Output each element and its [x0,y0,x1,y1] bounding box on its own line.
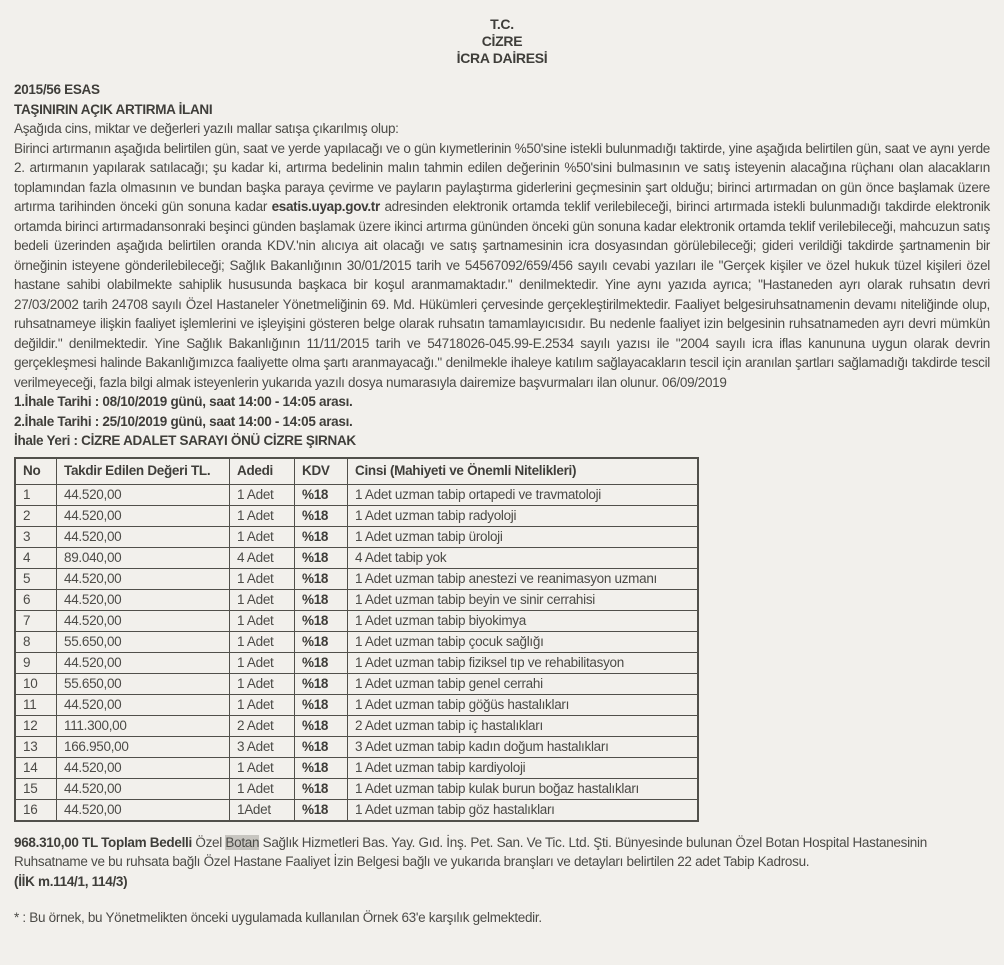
case-number: 2015/56 ESAS [14,82,100,97]
cell-qty: 1 Adet [230,568,295,589]
auction-venue: İhale Yeri : CİZRE ADALET SARAYI ÖNÜ CİZRE ŞIRNAK [14,433,356,448]
cell-cinsi: 1 Adet uzman tabip genel cerrahi [348,673,699,694]
cell-kdv: %18 [295,505,348,526]
cell-cinsi: 1 Adet uzman tabip kardiyoloji [348,757,699,778]
cell-cinsi: 1 Adet uzman tabip çocuk sağlığı [348,631,699,652]
cell-qty: 2 Adet [230,715,295,736]
cell-no: 14 [15,757,57,778]
cell-value: 166.950,00 [57,736,230,757]
cell-kdv: %18 [295,799,348,821]
auction-date-1: 1.İhale Tarihi : 08/10/2019 günü, saat 14:00 - 14:05 arası. [14,394,353,409]
total-amount: 968.310,00 TL Toplam Bedelli [14,834,192,850]
cell-cinsi: 2 Adet uzman tabip iç hastalıkları [348,715,699,736]
law-reference: (İİK m.114/1, 114/3) [14,873,128,889]
cell-kdv: %18 [295,547,348,568]
cell-qty: 1 Adet [230,673,295,694]
cell-cinsi: 1 Adet uzman tabip anestezi ve reanimasyon uzmanı [348,568,699,589]
cell-no: 7 [15,610,57,631]
auction-table-body [15,484,698,821]
table-row [15,484,698,505]
table-row [15,568,698,589]
cell-qty: 1 Adet [230,505,295,526]
highlighted-text: Botan [225,834,260,850]
cell-no: 3 [15,526,57,547]
cell-kdv: %18 [295,694,348,715]
table-row [15,547,698,568]
cell-cinsi: 1 Adet uzman tabip göz hastalıkları [348,799,699,821]
cell-cinsi: 1 Adet uzman tabip kulak burun boğaz hastalıkları [348,778,699,799]
notice-body [14,139,990,393]
cell-value: 44.520,00 [57,778,230,799]
cell-value: 55.650,00 [57,673,230,694]
cell-value: 44.520,00 [57,757,230,778]
cell-kdv: %18 [295,778,348,799]
cell-no: 15 [15,778,57,799]
cell-no: 2 [15,505,57,526]
header-gap [14,67,990,80]
body-part2: adresinden elektronik ortamda teklif verilebileceği, birinci artırmada istekli bulunmadığı takdirde elektronik ortamda birinci artırmadansonraki beşinci günden başlamak üzere ikinci artırma gününden önceki gün sonuna kadar elektronik ortamda teklif verilebileceği, mahcuzun satış bedeli üzerinden aşağıda belirtilen oranda KDV.'nin alıcıya ait olacağı ve satış şartnamesinin icra dosyasından görülebileceği; gideri verildiği takdirde şartnamenin bir örneğinin isteyene gönderilebileceği; Sağlık Bakanlığının 30/01/2015 tarih ve 54567092/659/456 sayılı cevabi yazıları ile "Gerçek kişiler ve özel hukuk tüzel kişileri özel hastane sahibi olabilmekte sahiplik hususunda başkaca bir koşul aranmamaktadır." denilmektedir. Yine aynı yazıda ayrıca; "Hastaneden ayrı olarak ruhsatın devri 27/03/2002 tarih 24708 sayılı Özel Hastaneler Yönetmeliğinin 69. Md. Hükümleri çervesinde gerçekleştirilmektedir. Faaliyet belgesiruhsatnamenin devamı niteliğinde olup, ruhsatnameye ilişkin faaliyet işlemlerini ve işleyişini gösteren belge olarak ruhsatın tamamlayıcısıdır. Bu nedenle faaliyet izin belgesinin ruhsatnameden ayrı devri mümkün değildir." denilmektedir. Yine Sağlık Bakanlığının 11/11/2015 tarih ve 54718026-045.99-E.2534 sayılı yazısı ile "2004 sayılı icra iflas kanununa uygun olarak devrin gerçekleşmesi halinde Bakanlığımızca faaliyette olma şartı aranmayacağı." denilmekle ihaleye katılım sağlayacakların tescil için aranılan şartları sağlamadığı takdirde tescil verilmeyeceği, fazla bilgi almak isteyenlerin yukarıda yazılı dosya numarasıyla dairemize başvurmaları ilan olunur. 06/09/2019 [14,199,990,390]
header-value: Takdir Edilen Değeri TL. [57,458,230,485]
cell-no: 1 [15,484,57,505]
cell-cinsi: 1 Adet uzman tabip fiziksel tıp ve rehabilitasyon [348,652,699,673]
cell-value: 44.520,00 [57,652,230,673]
table-row [15,799,698,821]
cell-kdv: %18 [295,757,348,778]
header-kdv: KDV [295,458,348,485]
summary-seg2: Sağlık Hizmetleri Bas. Yay. Gıd. İnş. Pet. San. Ve Tic. Ltd. Şti. Bünyesinde bulunan Özel Botan Hospital Hastanesinin Ruhsatname ve bu ruhsata bağlı Özel Hastane Faaliyet İzin Belgesi bağlı ve yukarıda branşları ve detayları belirtilen 22 adet Tabip Kadrosu. [14,834,927,869]
header-qty: Adedi [230,458,295,485]
cell-qty: 1 Adet [230,589,295,610]
cell-cinsi: 1 Adet uzman tabip beyin ve sinir cerrahisi [348,589,699,610]
header-office: İCRA DAİRESİ [456,50,548,66]
table-row [15,610,698,631]
body-part1: Birinci artırmanın aşağıda belirtilen gün, saat ve yerde yapılacağı ve o gün kıymetlerinin %50'sine istekli bulunmadığı taktirde, yine aşağıda belirtilen gün, saat ve aynı yerde 2. artırmanın yapılarak satılacağı; şu kadar ki, artırma bedelinin malın tahmin edilen değerinin %50'sini bulmasının ve satış isteyenin alacağına rüçhanı olan alacakların toplamından fazla olmasının ve bundan başka paraya çevirme ve payların paylaştırma giderlerini geçmesinin şart olduğu; birinci artırmadan on gün önce başlamak üzere artırma tarihinden önceki gün sonuna kadar [14,140,990,214]
cell-qty: 1 Adet [230,631,295,652]
cell-no: 10 [15,673,57,694]
table-row [15,652,698,673]
header-cinsi: Cinsi (Mahiyeti ve Önemli Nitelikleri) [348,458,699,485]
table-row [15,631,698,652]
cell-qty: 1 Adet [230,757,295,778]
cell-no: 5 [15,568,57,589]
table-row [15,715,698,736]
total-summary [14,833,990,872]
cell-no: 6 [15,589,57,610]
cell-qty: 1Adet [230,799,295,821]
table-row [15,589,698,610]
cell-value: 44.520,00 [57,694,230,715]
table-header-row [15,458,698,485]
cell-value: 44.520,00 [57,589,230,610]
cell-qty: 1 Adet [230,778,295,799]
cell-kdv: %18 [295,631,348,652]
cell-kdv: %18 [295,484,348,505]
header-city: CİZRE [481,33,523,49]
esatis-link: esatis.uyap.gov.tr [271,199,380,214]
cell-cinsi: 1 Adet uzman tabip ortapedi ve travmatoloji [348,484,699,505]
cell-kdv: %18 [295,568,348,589]
cell-qty: 1 Adet [230,610,295,631]
auction-items-table [14,457,699,822]
cell-value: 44.520,00 [57,484,230,505]
cell-cinsi: 1 Adet uzman tabip radyoloji [348,505,699,526]
cell-kdv: %18 [295,610,348,631]
cell-cinsi: 1 Adet uzman tabip üroloji [348,526,699,547]
cell-no: 9 [15,652,57,673]
cell-kdv: %18 [295,589,348,610]
table-row [15,736,698,757]
cell-qty: 1 Adet [230,694,295,715]
table-row [15,778,698,799]
court-header [14,16,990,67]
header-republic: T.C. [490,16,514,32]
cell-kdv: %18 [295,526,348,547]
cell-kdv: %18 [295,673,348,694]
cell-qty: 3 Adet [230,736,295,757]
cell-cinsi: 3 Adet uzman tabip kadın doğum hastalıkları [348,736,699,757]
cell-value: 111.300,00 [57,715,230,736]
summary-seg1: Özel [191,834,226,850]
cell-value: 44.520,00 [57,568,230,589]
cell-kdv: %18 [295,715,348,736]
cell-kdv: %18 [295,652,348,673]
cell-value: 55.650,00 [57,631,230,652]
table-row [15,505,698,526]
table-row [15,694,698,715]
cell-kdv: %18 [295,736,348,757]
cell-no: 8 [15,631,57,652]
auction-date-2: 2.İhale Tarihi : 25/10/2019 günü, saat 14:00 - 14:05 arası. [14,413,353,429]
cell-value: 89.040,00 [57,547,230,568]
cell-no: 16 [15,799,57,821]
cell-cinsi: 4 Adet tabip yok [348,547,699,568]
cell-qty: 1 Adet [230,526,295,547]
header-no: No [15,458,57,485]
cell-no: 13 [15,736,57,757]
intro-line: Aşağıda cins, miktar ve değerleri yazılı mallar satışa çıkarılmış olup: [14,121,399,136]
notice-title: TAŞINIRIN AÇIK ARTIRMA İLANI [14,101,213,117]
cell-qty: 1 Adet [230,484,295,505]
cell-no: 12 [15,715,57,736]
footnote: * : Bu örnek, bu Yönetmelikten önceki uygulamada kullanılan Örnek 63'e karşılık gelmektedir. [14,910,542,925]
cell-no: 11 [15,694,57,715]
cell-qty: 4 Adet [230,547,295,568]
table-row [15,526,698,547]
cell-cinsi: 1 Adet uzman tabip biyokimya [348,610,699,631]
table-row [15,757,698,778]
table-header [15,458,698,485]
cell-qty: 1 Adet [230,652,295,673]
cell-no: 4 [15,547,57,568]
cell-value: 44.520,00 [57,526,230,547]
table-row [15,673,698,694]
cell-value: 44.520,00 [57,610,230,631]
cell-value: 44.520,00 [57,799,230,821]
cell-cinsi: 1 Adet uzman tabip göğüs hastalıkları [348,694,699,715]
cell-value: 44.520,00 [57,505,230,526]
